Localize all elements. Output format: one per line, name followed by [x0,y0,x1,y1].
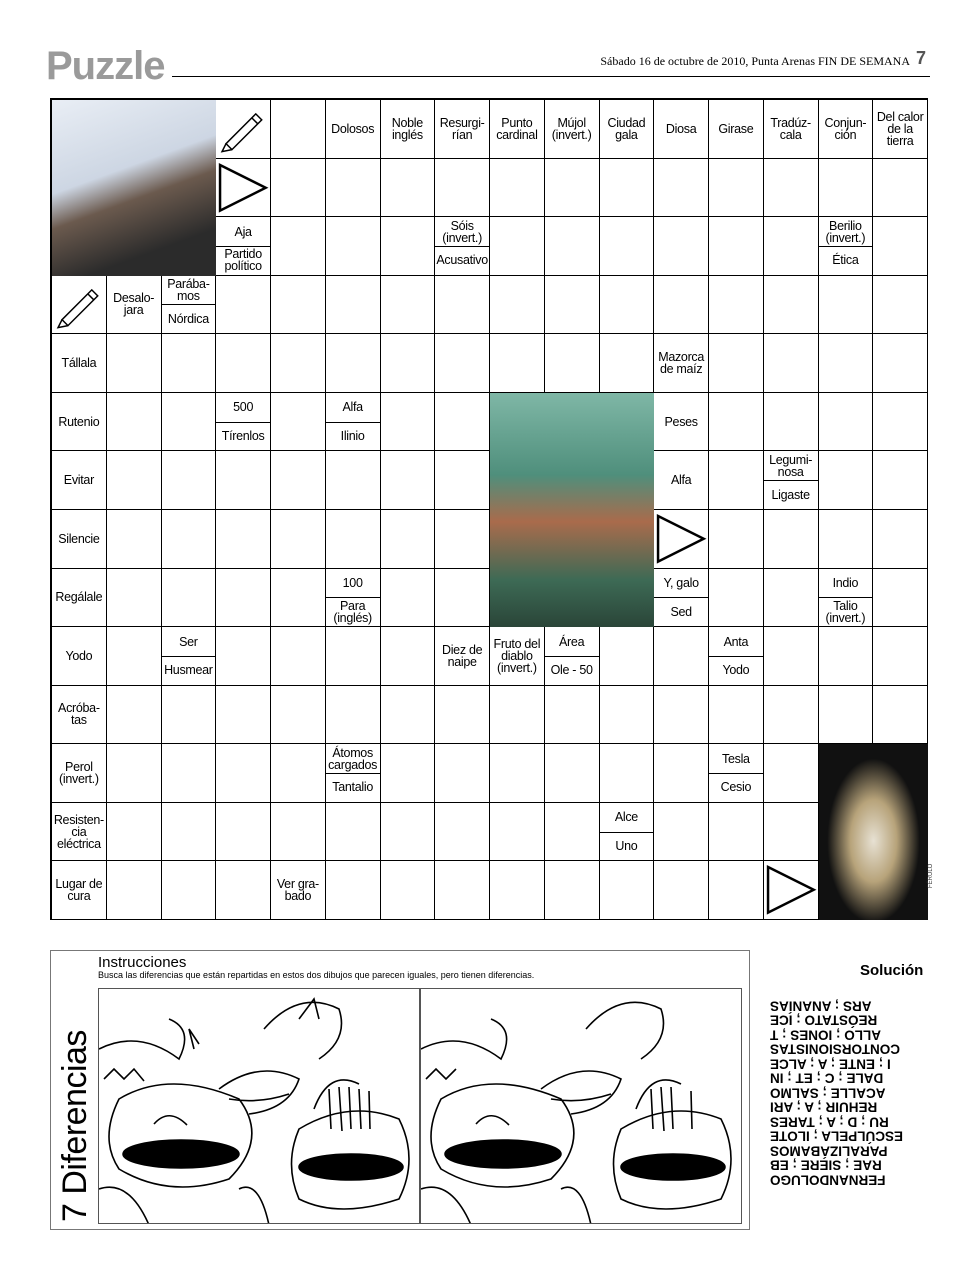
clue-cesio: Cesio [720,780,752,795]
clue-cell-split [709,744,764,803]
solution-line: RU ; D ; A ; TARES [770,1114,889,1130]
answer-cell[interactable] [216,861,271,920]
clue-cell-split [216,217,271,276]
clue-berilio: Berilio (invert.) [819,217,873,247]
answer-cell[interactable] [107,451,162,510]
clue-ver-grabado: Ver gra- bado [271,861,326,920]
clue-alfa2: Alfa [654,451,709,510]
answer-cell[interactable] [709,393,764,452]
answer-cell[interactable] [435,334,490,393]
answer-cell[interactable] [216,334,271,393]
priest-photo [819,744,929,920]
answer-cell[interactable] [107,393,162,452]
clue-talio: Talio (invert.) [825,598,866,625]
answer-cell[interactable] [107,510,162,569]
answer-cell[interactable] [545,276,600,335]
answer-cell[interactable] [873,393,928,452]
answer-cell[interactable] [326,276,381,335]
clue-conjuncion: Conjun- ción [819,100,874,159]
answer-cell[interactable] [873,276,928,335]
answer-cell[interactable] [709,451,764,510]
answer-cell[interactable] [107,627,162,686]
answer-cell[interactable] [381,744,436,803]
clue-ciudad-gala: Ciudad gala [600,100,655,159]
answer-cell[interactable] [381,686,436,745]
answer-cell[interactable] [162,744,217,803]
answer-cell[interactable] [709,686,764,745]
answer-cell[interactable] [435,744,490,803]
solution-line: ESCÚLPELA ; ILOTE [770,1129,904,1144]
answer-cell[interactable] [764,217,819,276]
clue-leguminosa: Legumi- nosa [764,451,818,481]
clue-cien: 100 [326,569,380,599]
answer-cell[interactable] [435,510,490,569]
answer-cell[interactable] [162,569,217,628]
clue-atomos: Átomos cargados [326,744,380,774]
clue-quinientos: 500 [216,393,270,423]
answer-cell[interactable] [490,334,545,393]
clue-y-galo: Y, galo [654,569,708,599]
answer-cell[interactable] [545,861,600,920]
clue-cell-split [326,744,381,803]
answer-cell[interactable] [819,627,874,686]
clue-sois: Sóis (invert.) [435,217,489,247]
answer-cell[interactable] [545,744,600,803]
answer-cell[interactable] [600,861,655,920]
solution-line: REHUIR ; A ; ARI [770,1100,878,1115]
clue-resistencia: Resisten- cia eléctrica [52,803,107,862]
answer-cell[interactable] [545,803,600,862]
answer-cell[interactable] [764,510,819,569]
clue-cell-split [654,569,709,628]
answer-cell[interactable] [490,686,545,745]
clue-mujol: Mújol (invert.) [545,100,600,159]
drawing-left[interactable] [98,988,420,1224]
clue-etica: Ética [832,253,859,268]
answer-cell[interactable] [490,276,545,335]
answer-cell[interactable] [873,217,928,276]
answer-cell[interactable] [435,569,490,628]
instructions-heading: Instrucciones [98,954,187,971]
answer-cell[interactable] [764,276,819,335]
clue-ole: Ole - 50 [550,663,593,678]
clue-uno: Uno [615,839,638,854]
clue-silencie: Silencie [52,510,107,569]
solution-line: FERNANDOLUGO [770,1172,886,1188]
answer-cell[interactable] [271,451,326,510]
answer-cell[interactable] [326,803,381,862]
clue-alfa1: Alfa [326,393,380,423]
answer-cell[interactable] [873,159,928,218]
section-title: Puzzle [46,44,165,88]
solution-line: RAE ; SIERE ; EB [770,1158,882,1173]
answer-cell[interactable] [709,569,764,628]
answer-cell[interactable] [326,510,381,569]
clue-cell-split [326,393,381,452]
answer-cell[interactable] [873,686,928,745]
answer-cell[interactable] [271,510,326,569]
clue-area: Área [545,627,599,657]
answer-cell[interactable] [216,451,271,510]
clue-cell-split [764,451,819,510]
answer-cell[interactable] [326,451,381,510]
clue-resurgirian: Resurgi- rían [435,100,490,159]
clue-aja: Aja [216,217,270,247]
answer-cell[interactable] [490,217,545,276]
answer-cell[interactable] [600,159,655,218]
clue-cell-split [819,217,874,276]
clue-noble-ingles: Noble inglés [381,100,436,159]
answer-cell[interactable] [654,686,709,745]
answer-cell[interactable] [271,217,326,276]
solution-lines [770,998,930,1187]
clue-ser: Ser [162,627,216,657]
answer-cell[interactable] [162,803,217,862]
answer-cell[interactable] [271,393,326,452]
answer-cell[interactable] [490,744,545,803]
answer-cell[interactable] [654,627,709,686]
answer-cell[interactable] [600,217,655,276]
answer-cell[interactable] [435,861,490,920]
answer-cell[interactable] [216,803,271,862]
answer-cell[interactable] [216,276,271,335]
salmon-photo [490,393,654,627]
clue-cell-split [162,627,217,686]
answer-cell[interactable] [381,803,436,862]
clue-diez-naipe: Diez de naipe [435,627,490,686]
clue-indio: Indio [819,569,873,599]
clue-ligaste: Ligaste [771,487,810,502]
answer-cell[interactable] [709,803,764,862]
answer-cell[interactable] [819,510,874,569]
answer-cell[interactable] [654,744,709,803]
answer-cell[interactable] [381,393,436,452]
clue-tantalio: Tantalio [332,780,373,795]
pen-icon [52,276,107,335]
answer-cell[interactable] [381,276,436,335]
answer-cell[interactable] [654,803,709,862]
answer-cell[interactable] [107,569,162,628]
answer-cell[interactable] [271,334,326,393]
credit: FÉRULO [928,863,934,888]
answer-cell[interactable] [764,393,819,452]
clue-cell-split [709,627,764,686]
clue-partido-politico: Partido político [224,247,262,274]
answer-cell[interactable] [545,686,600,745]
answer-cell[interactable] [271,686,326,745]
answer-cell[interactable] [271,276,326,335]
answer-cell[interactable] [764,686,819,745]
answer-cell[interactable] [490,159,545,218]
answer-cell[interactable] [381,334,436,393]
clue-cell-split [216,393,271,452]
answer-cell[interactable] [545,159,600,218]
answer-cell[interactable] [709,159,764,218]
answer-cell[interactable] [709,334,764,393]
arrow-triangle-icon [764,861,819,920]
clue-punto-cardinal: Punto cardinal [490,100,545,159]
answer-cell[interactable] [107,744,162,803]
solution-line: ACALLE ; SALMO [770,1085,886,1101]
answer-cell[interactable] [873,334,928,393]
answer-cell[interactable] [600,744,655,803]
pen-icon [216,100,271,159]
crossword-grid [50,98,928,920]
answer-cell[interactable] [709,276,764,335]
clue-lugar-cura: Lugar de cura [52,861,107,920]
answer-cell[interactable] [654,217,709,276]
answer-cell[interactable] [545,334,600,393]
page-number: 7 [916,48,927,68]
answer-cell[interactable] [435,803,490,862]
clue-alce: Alce [600,803,654,833]
answer-cell[interactable] [326,686,381,745]
clue-tesla: Tesla [709,744,763,774]
answer-cell[interactable] [819,393,874,452]
clue-girase: Girase [709,100,764,159]
answer-cell[interactable] [600,334,655,393]
clue-husmear: Husmear [164,663,213,678]
clue-cell-split [600,803,655,862]
answer-cell[interactable] [600,686,655,745]
answer-cell[interactable] [654,861,709,920]
header-rule [172,76,930,77]
answer-cell[interactable] [764,627,819,686]
answer-cell[interactable] [381,627,436,686]
answer-cell[interactable] [654,159,709,218]
clue-evitar: Evitar [52,451,107,510]
answer-cell[interactable] [709,861,764,920]
answer-cell[interactable] [873,569,928,628]
answer-cell[interactable] [819,451,874,510]
clue-perol: Perol (invert.) [52,744,107,803]
solution-heading: Solución [860,962,924,979]
answer-cell[interactable] [490,803,545,862]
answer-cell[interactable] [216,569,271,628]
clue-yodo2: Yodo [722,663,750,678]
answer-cell[interactable] [162,861,217,920]
answer-cell[interactable] [271,100,326,159]
arrow-triangle-icon [654,510,709,569]
answer-cell[interactable] [216,627,271,686]
answer-cell[interactable] [162,686,217,745]
clue-nordica: Nórdica [167,311,209,326]
instructions-text: Busca las diferencias que están repartidas en estos dos dibujos que parecen iguales, pero tienen diferencias. [98,970,535,980]
answer-cell[interactable] [107,861,162,920]
clue-sed: Sed [670,604,692,619]
clue-traduzcala: Tradúz- cala [764,100,819,159]
answer-cell[interactable] [709,510,764,569]
answer-cell[interactable] [326,334,381,393]
answer-cell[interactable] [873,510,928,569]
answer-cell[interactable] [654,276,709,335]
differences-title: 7 Diferencias [56,1030,94,1222]
answer-cell[interactable] [435,276,490,335]
clue-regalale: Regálale [52,569,107,628]
answer-cell[interactable] [216,510,271,569]
answer-cell[interactable] [326,627,381,686]
drawing-right[interactable] [420,988,742,1224]
answer-cell[interactable] [271,627,326,686]
answer-cell[interactable] [819,276,874,335]
clue-ilinio: Ilinio [340,429,365,444]
clue-dolosos: Dolosos [326,100,381,159]
answer-cell[interactable] [381,217,436,276]
answer-cell[interactable] [819,686,874,745]
answer-cell[interactable] [107,686,162,745]
answer-cell[interactable] [435,451,490,510]
answer-cell[interactable] [271,744,326,803]
answer-cell[interactable] [271,159,326,218]
answer-cell[interactable] [381,861,436,920]
answer-cell[interactable] [381,159,436,218]
monsters-illustration [99,989,420,1224]
answer-cell[interactable] [873,627,928,686]
clue-del-calor: Del calor de la tierra [873,100,928,159]
answer-cell[interactable] [162,510,217,569]
answer-cell[interactable] [326,861,381,920]
clue-tirenlos: Tírenlos [221,429,265,444]
clue-desalojara: Desalo- jara [107,276,162,335]
clue-cell-split [326,569,381,628]
solution-line: CONTORSIONISTAS [770,1042,901,1057]
solution-line: ARS ; ANANÍAS [770,998,872,1014]
answer-cell[interactable] [764,569,819,628]
answer-cell[interactable] [271,569,326,628]
answer-cell[interactable] [819,159,874,218]
dateline: Sábado 16 de octubre de 2010, Punta Arenas FIN DE SEMANA [600,54,910,68]
clue-parabamos: Parába- mos [162,276,216,306]
answer-cell[interactable] [162,334,217,393]
clue-diosa: Diosa [654,100,709,159]
answer-cell[interactable] [435,159,490,218]
clue-yodo1: Yodo [52,627,107,686]
answer-cell[interactable] [600,276,655,335]
answer-cell[interactable] [764,334,819,393]
answer-cell[interactable] [764,744,819,803]
solution-line: I ; ENTE ; A ; ALCE [770,1056,891,1072]
answer-cell[interactable] [271,803,326,862]
politician-photo [52,100,216,276]
clue-cell-split [435,217,490,276]
arrow-triangle-icon [216,159,271,218]
solution-line: DALE ; C ; ET ; IN [770,1071,884,1086]
answer-cell[interactable] [819,334,874,393]
answer-cell[interactable] [326,159,381,218]
clue-peses: Peses [654,393,709,452]
clue-acrobatas: Acróba- tas [52,686,107,745]
monsters-illustration [421,989,742,1224]
solution-line: REÓSTATO ; ICE [770,1013,878,1028]
answer-cell[interactable] [764,159,819,218]
answer-cell[interactable] [381,569,436,628]
answer-cell[interactable] [764,803,819,862]
answer-cell[interactable] [709,217,764,276]
answer-cell[interactable] [162,451,217,510]
clue-cell-split [545,627,600,686]
answer-cell[interactable] [873,451,928,510]
clue-fruto-diablo: Fruto del diablo (invert.) [490,627,545,686]
answer-cell[interactable] [435,686,490,745]
answer-cell[interactable] [162,393,217,452]
answer-cell[interactable] [600,627,655,686]
clue-cell-split [162,276,217,335]
solution-line: PARALIZÁBAMOS [770,1143,888,1159]
clue-rutenio: Rutenio [52,393,107,452]
answer-cell[interactable] [326,217,381,276]
clue-mazorca: Mazorca de maíz [654,334,709,393]
clue-cell-split [819,569,874,628]
answer-cell[interactable] [545,217,600,276]
answer-cell[interactable] [107,803,162,862]
answer-cell[interactable] [435,393,490,452]
solution-line: ALLO ; IONES ; T [770,1027,881,1043]
clue-para: Para (inglés) [333,598,372,625]
answer-cell[interactable] [490,861,545,920]
answer-cell[interactable] [107,334,162,393]
answer-cell[interactable] [381,510,436,569]
answer-cell[interactable] [216,744,271,803]
answer-cell[interactable] [216,686,271,745]
clue-tallala: Tállala [52,334,107,393]
solution-block [770,998,930,1234]
answer-cell[interactable] [381,451,436,510]
clue-anta: Anta [709,627,763,657]
clue-acusativo: Acusativo [436,253,488,268]
